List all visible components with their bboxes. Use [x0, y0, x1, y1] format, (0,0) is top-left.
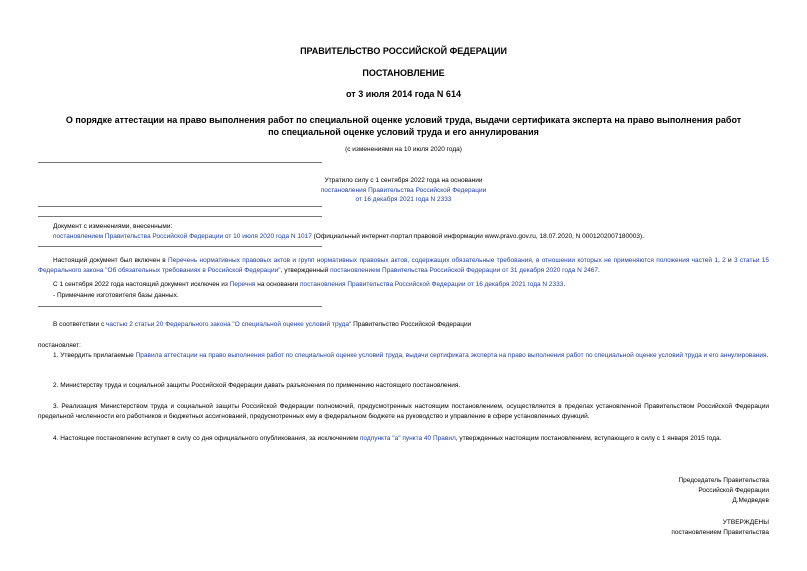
- divider: [38, 306, 322, 307]
- paragraph-text: , утвержденных настоящим постановлением, вступающего в силу с 1 января 2015 года.: [455, 435, 722, 442]
- invalidation-link[interactable]: постановления Правительства Российской Федерации: [320, 186, 487, 194]
- approved-label: УТВЕРЖДЕНЫ: [722, 519, 769, 526]
- paragraph-text: 1. Утвердить прилагаемые: [53, 352, 136, 359]
- exclusion-note: [53, 280, 769, 290]
- paragraph-1: [38, 351, 769, 361]
- preamble: [53, 320, 769, 330]
- approved-block: [671, 518, 769, 538]
- inclusion-text: .: [598, 266, 600, 274]
- decrees-word: постановляет:: [38, 342, 81, 349]
- paragraph-3: 3. Реализация Министерством труда и социальной защиты Российской Федерации полномочий, предусмотренных настоящим постановлением, осуществляется в пределах установленной Правительством Российской Федерации предельной численности его работников и бюджетных ассигнований, предусмотренных ему в федеральном бюджете на руководство и управление в сфере установленных функций.: [38, 403, 769, 420]
- document-title: О порядке аттестации на право выполнения работ по специальной оценке условий труда, выдачи сертификата эксперта на право выполнения работ по специальной оценке условий труда и его аннулирования: [65, 115, 742, 137]
- changes-link[interactable]: постановлением Правительства Российской Федерации от 10 июля 2020 года N 1017: [53, 232, 312, 240]
- invalidation-note: [0, 176, 807, 205]
- approved-by: постановлением Правительства: [671, 529, 769, 536]
- divider: [38, 162, 322, 163]
- inclusion-text: , утвержденный: [280, 266, 331, 274]
- decree-2333-link[interactable]: постановления Правительства Российской Федерации от 16 декабря 2021 года N 2333: [300, 281, 564, 288]
- divider: [38, 216, 322, 217]
- invalidation-link-date[interactable]: от 16 декабря 2021 года N 2333: [355, 196, 452, 203]
- paragraph-2: 2. Министерству труда и социальной защиты Российской Федерации давать разъяснения по применению настоящего постановления.: [53, 382, 461, 389]
- rules-link[interactable]: Правила аттестации на право выполнения работ по специальной оценке условий труда, выдачи сертификата эксперта на право выполнения работ по специальной оценке условий труда и его аннулирования: [135, 352, 767, 359]
- law-article-link[interactable]: частью 2 статьи 20 Федерального закона "О специальной оценке условий труда": [106, 321, 352, 328]
- list-link-2[interactable]: Перечня: [229, 281, 256, 288]
- signature-name: Д.Медведев: [732, 497, 769, 504]
- paragraph-4: [38, 434, 769, 444]
- inclusion-text: ,: [717, 257, 723, 264]
- changes-label: Документ с изменениями, внесенными:: [53, 223, 173, 230]
- divider: [38, 206, 322, 207]
- inclusion-note: [38, 256, 769, 275]
- signature-country: Российской Федерации: [698, 487, 769, 494]
- paragraph-text: 4. Настоящее постановление вступает в силу со дня официального опубликования, за исключением: [53, 435, 360, 442]
- article-15-link[interactable]: 3 статьи 15 Федерального закона "Об обязательных требованиях в Российской Федерации": [38, 257, 770, 274]
- changes-source: (Официальный интернет-портал правовой информации www.pravo.gov.ru, 18.07.2020, N 0001202007180003).: [311, 232, 644, 240]
- paragraph-text: .: [766, 352, 769, 359]
- amendments-note: (с изменениями на 10 июля 2020 года): [345, 146, 462, 153]
- exclusion-text: С 1 сентября 2022 года настоящий документ исключен из: [53, 281, 230, 288]
- decree-2467-link[interactable]: постановлением Правительства Российской Федерации от 31 декабря 2020 года N 2467: [330, 266, 599, 274]
- exclusion-text: на основании: [255, 281, 300, 288]
- signature-position: Председатель Правительства: [678, 477, 769, 484]
- document-type: ПОСТАНОВЛЕНИЕ: [362, 68, 445, 78]
- invalidation-text: Утратило силу с 1 сентября 2022 года на основании: [324, 177, 483, 184]
- changes-note: [53, 222, 773, 241]
- preamble-text: В соответствии с: [53, 321, 107, 328]
- subparagraph-link[interactable]: подпункта "а" пункта 40 Правил: [359, 435, 456, 442]
- government-name: ПРАВИТЕЛЬСТВО РОССИЙСКОЙ ФЕДЕРАЦИИ: [300, 46, 507, 56]
- divider: [38, 246, 322, 247]
- signature-block: [678, 476, 769, 506]
- preamble-text: Правительство Российской Федерации: [351, 321, 472, 328]
- database-note: - Примечание изготовителя базы данных.: [53, 292, 179, 299]
- part-2-link[interactable]: 2: [722, 257, 726, 264]
- inclusion-text: Настоящий документ был включен в: [53, 257, 168, 264]
- exclusion-text: .: [563, 281, 566, 288]
- document-date-number: от 3 июля 2014 года N 614: [346, 89, 461, 99]
- inclusion-text: и: [725, 257, 734, 264]
- list-link[interactable]: Перечень нормативных правовых актов и групп нормативных правовых актов, содержащих обязательные требования, в отношении которых не применяются положения частей 1: [167, 257, 718, 264]
